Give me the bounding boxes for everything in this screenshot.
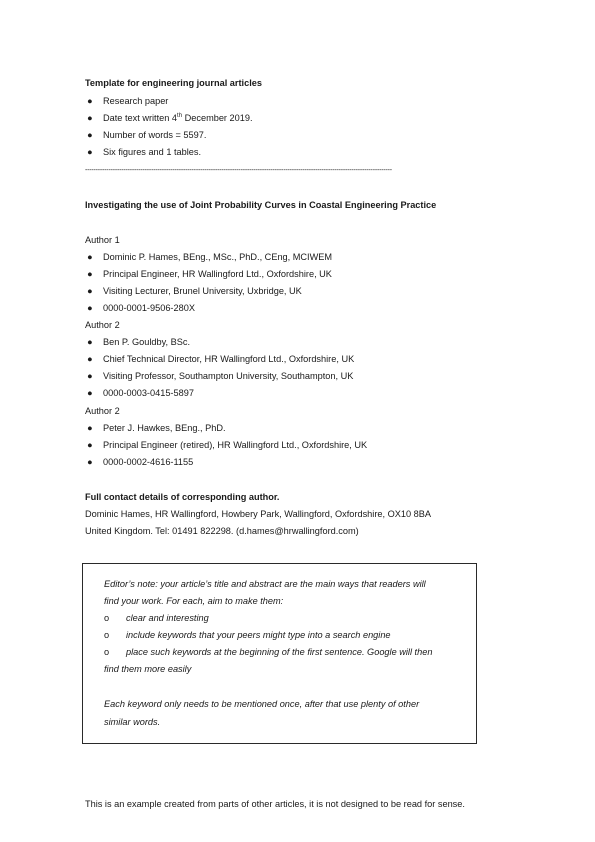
template-title: Template for engineering journal articles [85,78,262,88]
bullet-icon: ● [87,96,93,106]
circle-bullet-icon: o [104,630,110,640]
editor-note-intro: Editor’s note: your article’s title and abstract are the main ways that readers will [104,579,426,589]
bullet-icon: ● [87,303,93,313]
bullet-icon: ● [87,371,93,381]
bullet-icon: ● [87,423,93,433]
footer-disclaimer: This is an example created from parts of other articles, it is not designed to be read for sense. [85,799,465,809]
date-prefix: Date text written 4 [103,113,178,123]
editor-note-continuation: find them more easily [104,664,192,674]
list-item-text: Visiting Lecturer, Brunel University, Uxbridge, UK [103,286,302,296]
list-item-text: 0000-0002-4616-1155 [103,457,194,467]
author-heading: Author 2 [85,406,120,416]
bullet-icon: ● [87,388,93,398]
bullet-icon: ● [87,354,93,364]
editor-note-intro: find your work. For each, aim to make them: [104,596,284,606]
contact-phone-email: United Kingdom. Tel: 01491 822298. (d.hames@hrwallingford.com) [85,526,359,536]
list-item-text: Principal Engineer (retired), HR Wallingford Ltd., Oxfordshire, UK [103,440,368,450]
editor-note-item-text: place such keywords at the beginning of the first sentence. Google will then [126,647,433,657]
list-item-text: 0000-0001-9506-280X [103,303,195,313]
contact-address: Dominic Hames, HR Wallingford, Howbery Park, Wallingford, Oxfordshire, OX10 8BA [85,509,432,519]
bullet-icon: ● [87,130,93,140]
bullet-icon: ● [87,252,93,262]
bullet-icon: ● [87,113,93,123]
bullet-icon: ● [87,337,93,347]
list-item-text: Visiting Professor, Southampton University, Southampton, UK [103,371,354,381]
date-suffix: th [177,113,183,119]
list-item-text: Number of words = 5597. [103,130,207,140]
editor-note-item-text: include keywords that your peers might type into a search engine [126,630,391,640]
bullet-icon: ● [87,286,93,296]
bullet-icon: ● [87,457,93,467]
bullet-icon: ● [87,269,93,279]
contact-heading: Full contact details of corresponding author. [85,492,280,502]
list-item-text: Research paper [103,96,169,106]
list-item-text: Ben P. Gouldby, BSc. [103,337,190,347]
article-title: Investigating the use of Joint Probability Curves in Coastal Engineering Practice [85,200,437,210]
date-rest: December 2019. [182,113,253,123]
list-item-text: Six figures and 1 tables. [103,147,202,157]
editor-note-item-text: clear and interesting [126,613,209,623]
author-heading: Author 2 [85,320,120,330]
date-line [103,112,253,124]
list-item-text: Chief Technical Director, HR Wallingford Ltd., Oxfordshire, UK [103,354,355,364]
list-item-text: 0000-0003-0415-5897 [103,388,194,398]
list-item-text: Dominic P. Hames, BEng., MSc., PhD., CEng, MCIWEM [103,252,333,262]
list-item-text: Principal Engineer, HR Wallingford Ltd., Oxfordshire, UK [103,269,332,279]
separator-line: ------------------------------------------------------------------------------------------------------------------------------------------------ [85,167,392,174]
list-item-text: Peter J. Hawkes, BEng., PhD. [103,423,226,433]
editor-note-paragraph: similar words. [104,717,161,727]
circle-bullet-icon: o [104,613,110,623]
author-heading: Author 1 [85,235,120,245]
editor-note-paragraph: Each keyword only needs to be mentioned once, after that use plenty of other [104,699,420,709]
editor-note-box [82,563,477,744]
circle-bullet-icon: o [104,647,110,657]
bullet-icon: ● [87,440,93,450]
bullet-icon: ● [87,147,93,157]
